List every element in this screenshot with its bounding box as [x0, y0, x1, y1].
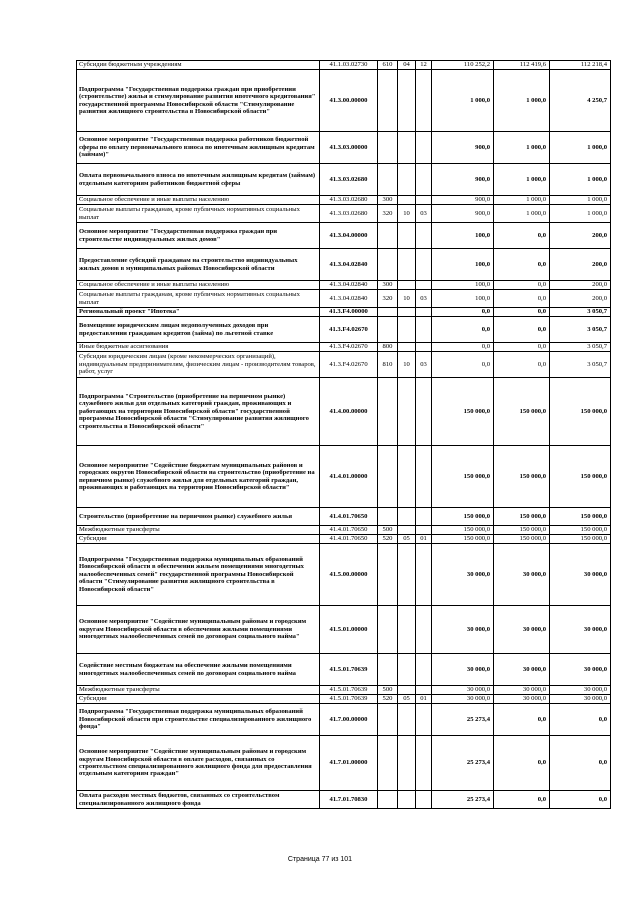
row-amount-3: 1 000,0: [550, 196, 611, 205]
row-amount-3: 30 000,0: [550, 654, 611, 686]
row-section: [398, 736, 416, 791]
row-amount-2: 0,0: [494, 343, 550, 352]
row-subsection: [416, 378, 432, 446]
row-target-code: 41.3.F4.02670: [320, 317, 378, 343]
row-expense-type: 810: [378, 352, 398, 378]
row-amount-1: 0,0: [432, 352, 494, 378]
row-name: Субсидии юридическим лицам (кроме некоммерческих организаций), индивидуальным предпринимателям, физическим лицам - производителям товаров, работ, услуг: [77, 352, 320, 378]
row-target-code: 41.3.03.02680: [320, 164, 378, 196]
row-section: 10: [398, 290, 416, 308]
row-expense-type: 610: [378, 61, 398, 70]
table-row: [77, 196, 611, 205]
row-amount-2: 0,0: [494, 290, 550, 308]
table-row: [77, 164, 611, 196]
row-amount-2: 150 000,0: [494, 446, 550, 508]
row-name: Иные бюджетные ассигнования: [77, 343, 320, 352]
row-amount-1: 1 000,0: [432, 70, 494, 132]
row-amount-2: 30 000,0: [494, 686, 550, 695]
row-target-code: 41.3.03.02680: [320, 196, 378, 205]
row-expense-type: [378, 544, 398, 606]
row-section: [398, 544, 416, 606]
row-name: Межбюджетные трансферты: [77, 526, 320, 535]
row-subsection: 12: [416, 61, 432, 70]
row-section: [398, 317, 416, 343]
row-amount-1: 25 273,4: [432, 704, 494, 736]
row-amount-2: 0,0: [494, 736, 550, 791]
row-amount-1: 30 000,0: [432, 695, 494, 704]
table-row: [77, 654, 611, 686]
row-amount-1: 100,0: [432, 249, 494, 281]
row-amount-3: 200,0: [550, 223, 611, 249]
row-name: Строительство (приобретение на первичном рынке) служебного жилья: [77, 508, 320, 526]
row-expense-type: [378, 223, 398, 249]
row-target-code: 41.3.00.00000: [320, 70, 378, 132]
row-amount-1: 25 273,4: [432, 736, 494, 791]
row-expense-type: 320: [378, 205, 398, 223]
row-section: [398, 791, 416, 809]
row-subsection: [416, 164, 432, 196]
row-amount-3: 1 000,0: [550, 205, 611, 223]
row-subsection: [416, 654, 432, 686]
row-subsection: 03: [416, 352, 432, 378]
row-name: Подпрограмма "Государственная поддержка муниципальных образований Новосибирской области при строительстве специализированного жилищного фонда": [77, 704, 320, 736]
row-amount-1: 30 000,0: [432, 686, 494, 695]
row-amount-3: 200,0: [550, 249, 611, 281]
row-section: 10: [398, 352, 416, 378]
row-subsection: [416, 526, 432, 535]
row-name: Субсидии: [77, 695, 320, 704]
row-amount-3: 30 000,0: [550, 686, 611, 695]
row-section: [398, 686, 416, 695]
row-subsection: [416, 544, 432, 606]
row-section: [398, 378, 416, 446]
row-expense-type: [378, 317, 398, 343]
row-target-code: 41.4.01.00000: [320, 446, 378, 508]
row-amount-2: 0,0: [494, 223, 550, 249]
row-section: 05: [398, 535, 416, 544]
row-amount-3: 150 000,0: [550, 378, 611, 446]
row-subsection: [416, 132, 432, 164]
table-row: [77, 378, 611, 446]
row-expense-type: [378, 446, 398, 508]
row-amount-1: 0,0: [432, 343, 494, 352]
row-subsection: [416, 223, 432, 249]
budget-table: [76, 60, 611, 809]
table-row: [77, 205, 611, 223]
row-target-code: 41.3.F4.02670: [320, 352, 378, 378]
row-section: 04: [398, 61, 416, 70]
row-expense-type: 520: [378, 535, 398, 544]
row-amount-1: 150 000,0: [432, 508, 494, 526]
row-section: 05: [398, 695, 416, 704]
row-subsection: 03: [416, 205, 432, 223]
row-amount-3: 3 050,7: [550, 343, 611, 352]
row-amount-2: 0,0: [494, 704, 550, 736]
row-name: Оплата первоначального взноса по ипотечным жилищным кредитам (займам) отдельным категориям работников бюджетной сферы: [77, 164, 320, 196]
row-section: [398, 281, 416, 290]
row-subsection: 01: [416, 535, 432, 544]
row-section: [398, 526, 416, 535]
row-amount-1: 110 252,2: [432, 61, 494, 70]
row-section: [398, 223, 416, 249]
row-amount-2: 0,0: [494, 249, 550, 281]
row-section: [398, 343, 416, 352]
row-amount-2: 0,0: [494, 352, 550, 378]
row-expense-type: [378, 132, 398, 164]
row-amount-2: 150 000,0: [494, 378, 550, 446]
row-subsection: [416, 508, 432, 526]
row-subsection: [416, 791, 432, 809]
table-row: [77, 791, 611, 809]
row-amount-3: 30 000,0: [550, 606, 611, 654]
row-name: Региональный проект "Ипотека": [77, 308, 320, 317]
row-amount-2: 150 000,0: [494, 508, 550, 526]
row-amount-2: 30 000,0: [494, 654, 550, 686]
table-row: [77, 736, 611, 791]
table-row: [77, 446, 611, 508]
row-name: Основное мероприятие "Содействие муниципальным районам и городским округам Новосибирской области в оплате расходов, связанных со строительством специализированного жилищного фонда для предоставления отдельным категориям граждан": [77, 736, 320, 791]
row-amount-3: 150 000,0: [550, 526, 611, 535]
row-amount-3: 200,0: [550, 290, 611, 308]
row-section: 10: [398, 205, 416, 223]
table-row: [77, 544, 611, 606]
row-amount-2: 0,0: [494, 791, 550, 809]
row-expense-type: [378, 654, 398, 686]
row-target-code: 41.1.03.02730: [320, 61, 378, 70]
row-section: [398, 132, 416, 164]
row-target-code: 41.3.04.02840: [320, 249, 378, 281]
row-subsection: [416, 343, 432, 352]
row-name: Основное мероприятие "Государственная поддержка работников бюджетной сферы по оплату первоначального взноса по ипотечным жилищным кредитам (займам)": [77, 132, 320, 164]
table-row: [77, 290, 611, 308]
table-row: [77, 61, 611, 70]
row-amount-3: 1 000,0: [550, 132, 611, 164]
row-subsection: [416, 281, 432, 290]
row-name: Содействие местным бюджетам на обеспечение жилыми помещениями многодетных малообеспеченных семей по договорам социального найма: [77, 654, 320, 686]
row-expense-type: 300: [378, 196, 398, 205]
row-expense-type: 300: [378, 281, 398, 290]
row-section: [398, 70, 416, 132]
row-amount-1: 100,0: [432, 290, 494, 308]
table-row: [77, 308, 611, 317]
table-row: [77, 695, 611, 704]
row-amount-1: 25 273,4: [432, 791, 494, 809]
row-target-code: 41.5.01.00000: [320, 606, 378, 654]
table-row: [77, 686, 611, 695]
row-amount-2: 0,0: [494, 308, 550, 317]
page-number: Страница 77 из 101: [287, 856, 353, 863]
row-amount-3: 3 050,7: [550, 317, 611, 343]
row-name: Основное мероприятие "Содействие муниципальным районам и городским округам Новосибирской области в обеспечении жилыми помещениями многодетных малообеспеченных семей по договорам социального найма": [77, 606, 320, 654]
row-amount-3: 3 050,7: [550, 308, 611, 317]
row-section: [398, 164, 416, 196]
row-target-code: 41.4.00.00000: [320, 378, 378, 446]
row-name: Субсидии: [77, 535, 320, 544]
table-row: [77, 132, 611, 164]
table-row: [77, 352, 611, 378]
row-amount-3: 30 000,0: [550, 695, 611, 704]
row-section: [398, 654, 416, 686]
row-target-code: 41.5.00.00000: [320, 544, 378, 606]
row-section: [398, 446, 416, 508]
row-amount-2: 1 000,0: [494, 132, 550, 164]
row-subsection: [416, 196, 432, 205]
row-name: Подпрограмма "Государственная поддержка граждан при приобретении (строительстве) жилья и стимулирование развития ипотечного кредитования" государственной программы Новосибирской области "Стимулирование развития жилищного строительства в Новосибирской области": [77, 70, 320, 132]
row-amount-3: 30 000,0: [550, 544, 611, 606]
row-name: Социальные выплаты гражданам, кроме публичных нормативных социальных выплат: [77, 290, 320, 308]
row-amount-2: 1 000,0: [494, 164, 550, 196]
row-name: Подпрограмма "Государственная поддержка муниципальных образований Новосибирской области в обеспечении жильем помещениями многодетных малообеспеченных семей" государственной программы Новосибирской области "Стимулирование развития жилищного строительства в Новосибирской области": [77, 544, 320, 606]
row-amount-2: 1 000,0: [494, 196, 550, 205]
row-name: Социальное обеспечение и иные выплаты населению: [77, 281, 320, 290]
row-expense-type: [378, 378, 398, 446]
row-subsection: [416, 736, 432, 791]
row-amount-3: 0,0: [550, 791, 611, 809]
row-amount-3: 150 000,0: [550, 508, 611, 526]
row-amount-1: 900,0: [432, 205, 494, 223]
row-expense-type: [378, 791, 398, 809]
row-amount-3: 150 000,0: [550, 446, 611, 508]
row-section: [398, 704, 416, 736]
table-row: [77, 508, 611, 526]
row-name: Социальные выплаты гражданам, кроме публичных нормативных социальных выплат: [77, 205, 320, 223]
row-expense-type: [378, 308, 398, 317]
row-expense-type: 800: [378, 343, 398, 352]
row-expense-type: [378, 249, 398, 281]
row-amount-1: 100,0: [432, 281, 494, 290]
table-row: [77, 223, 611, 249]
row-expense-type: 320: [378, 290, 398, 308]
table-row: [77, 70, 611, 132]
row-expense-type: [378, 164, 398, 196]
row-amount-1: 900,0: [432, 196, 494, 205]
row-name: Оплата расходов местных бюджетов, связанных со строительством специализированного жилищного фонда: [77, 791, 320, 809]
row-amount-1: 30 000,0: [432, 654, 494, 686]
row-expense-type: 520: [378, 695, 398, 704]
row-target-code: 41.3.03.02680: [320, 205, 378, 223]
row-amount-3: 4 250,7: [550, 70, 611, 132]
row-amount-1: 150 000,0: [432, 378, 494, 446]
row-amount-1: 900,0: [432, 132, 494, 164]
row-subsection: [416, 704, 432, 736]
row-subsection: 03: [416, 290, 432, 308]
row-target-code: 41.4.01.70650: [320, 535, 378, 544]
row-subsection: [416, 606, 432, 654]
row-target-code: 41.3.F4.00000: [320, 308, 378, 317]
row-target-code: 41.3.04.02840: [320, 281, 378, 290]
row-section: [398, 249, 416, 281]
row-name: Субсидии бюджетным учреждениям: [77, 61, 320, 70]
row-target-code: 41.3.03.00000: [320, 132, 378, 164]
row-name: Подпрограмма "Строительство (приобретение на первичном рынке) служебного жилья для отдельных категорий граждан, проживающих и работающих на территории Новосибирской области" государственной программы Новосибирской области "Стимулирование развития жилищного строительства в Новосибирской области": [77, 378, 320, 446]
row-subsection: [416, 249, 432, 281]
row-amount-1: 150 000,0: [432, 526, 494, 535]
row-name: Предоставление субсидий гражданам на строительство индивидуальных жилых домов в муниципальных районах Новосибирской области: [77, 249, 320, 281]
row-name: Социальное обеспечение и иные выплаты населению: [77, 196, 320, 205]
row-amount-2: 1 000,0: [494, 205, 550, 223]
row-amount-3: 0,0: [550, 736, 611, 791]
row-subsection: [416, 308, 432, 317]
row-name: Межбюджетные трансферты: [77, 686, 320, 695]
table-row: [77, 281, 611, 290]
page-footer: [0, 856, 640, 863]
table-row: [77, 526, 611, 535]
row-target-code: 41.5.01.70639: [320, 695, 378, 704]
row-expense-type: [378, 508, 398, 526]
row-expense-type: 500: [378, 686, 398, 695]
row-amount-1: 30 000,0: [432, 544, 494, 606]
row-target-code: 41.3.F4.02670: [320, 343, 378, 352]
row-target-code: 41.7.00.00000: [320, 704, 378, 736]
row-amount-3: 150 000,0: [550, 535, 611, 544]
row-subsection: [416, 686, 432, 695]
row-amount-1: 100,0: [432, 223, 494, 249]
row-amount-3: 0,0: [550, 704, 611, 736]
row-expense-type: [378, 704, 398, 736]
row-name: Основное мероприятие "Содействие бюджетам муниципальных районов и городских округов Новосибирской области на строительство (приобретение на первичном рынке) служебного жилья для отдельных категорий граждан, проживающих и работающих на территории Новосибирской области": [77, 446, 320, 508]
table-row: [77, 343, 611, 352]
row-amount-1: 0,0: [432, 317, 494, 343]
row-target-code: 41.4.01.70650: [320, 508, 378, 526]
row-section: [398, 196, 416, 205]
row-amount-1: 0,0: [432, 308, 494, 317]
row-amount-3: 1 000,0: [550, 164, 611, 196]
row-amount-1: 30 000,0: [432, 606, 494, 654]
row-amount-1: 150 000,0: [432, 535, 494, 544]
table-row: [77, 317, 611, 343]
row-amount-1: 900,0: [432, 164, 494, 196]
row-amount-2: 150 000,0: [494, 535, 550, 544]
row-target-code: 41.4.01.70650: [320, 526, 378, 535]
row-expense-type: [378, 606, 398, 654]
table-row: [77, 606, 611, 654]
row-section: [398, 308, 416, 317]
row-expense-type: [378, 736, 398, 791]
row-subsection: 01: [416, 695, 432, 704]
table-row: [77, 535, 611, 544]
row-expense-type: 500: [378, 526, 398, 535]
row-amount-3: 200,0: [550, 281, 611, 290]
row-section: [398, 508, 416, 526]
row-target-code: 41.5.01.70639: [320, 686, 378, 695]
row-target-code: 41.7.01.00000: [320, 736, 378, 791]
row-subsection: [416, 317, 432, 343]
row-amount-3: 112 218,4: [550, 61, 611, 70]
row-section: [398, 606, 416, 654]
row-target-code: 41.7.01.70830: [320, 791, 378, 809]
row-amount-2: 112 419,6: [494, 61, 550, 70]
row-amount-2: 1 000,0: [494, 70, 550, 132]
row-amount-1: 150 000,0: [432, 446, 494, 508]
row-amount-2: 30 000,0: [494, 606, 550, 654]
row-name: Возмещение юридическим лицам недополученных доходов при предоставлении гражданам кредитов (займа) по льготной ставке: [77, 317, 320, 343]
row-amount-2: 30 000,0: [494, 695, 550, 704]
row-name: Основное мероприятие "Государственная поддержка граждан при строительстве индивидуальных жилых домов": [77, 223, 320, 249]
row-expense-type: [378, 70, 398, 132]
row-target-code: 41.3.04.00000: [320, 223, 378, 249]
row-amount-2: 0,0: [494, 281, 550, 290]
row-target-code: 41.5.01.70639: [320, 654, 378, 686]
table-row: [77, 704, 611, 736]
row-amount-3: 3 050,7: [550, 352, 611, 378]
row-amount-2: 30 000,0: [494, 544, 550, 606]
table-row: [77, 249, 611, 281]
row-subsection: [416, 70, 432, 132]
row-amount-2: 150 000,0: [494, 526, 550, 535]
row-subsection: [416, 446, 432, 508]
row-target-code: 41.3.04.02840: [320, 290, 378, 308]
row-amount-2: 0,0: [494, 317, 550, 343]
